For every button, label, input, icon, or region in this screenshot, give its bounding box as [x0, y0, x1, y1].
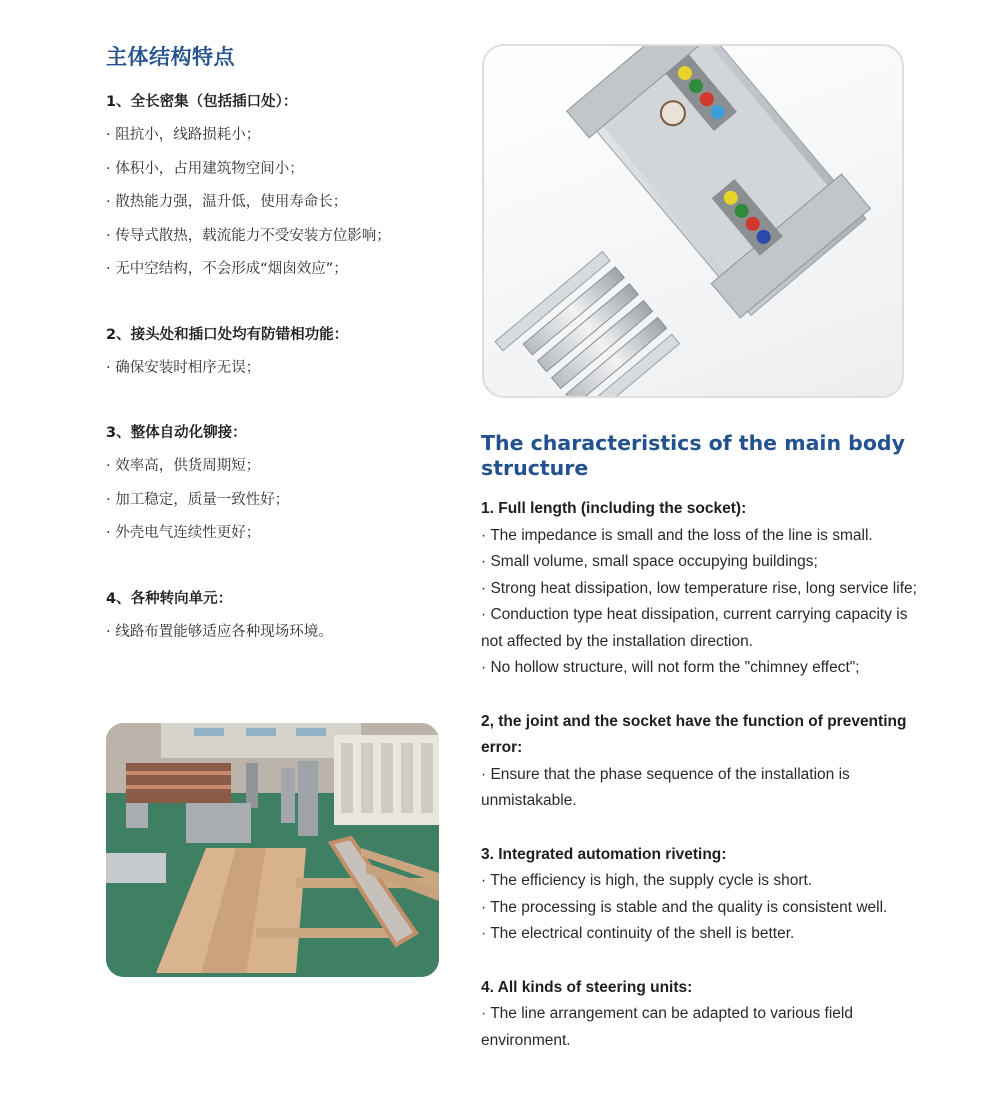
- cn-section-1: [106, 90, 446, 291]
- cn-bullet: · 体积小，占用建筑物空间小；: [106, 160, 304, 177]
- cn-heading: 1、全长密集（包括插口处）：: [106, 94, 298, 110]
- cn-bullet: · 效率高，供货周期短；: [106, 458, 261, 474]
- cn-features: [106, 90, 446, 653]
- cn-section-3: [106, 421, 446, 555]
- en-heading: 4. All kinds of steering units:: [481, 978, 693, 996]
- cn-heading: 4、各种转向单元：: [106, 590, 233, 607]
- busway-illustration: [484, 46, 902, 396]
- en-section-3: [481, 842, 921, 948]
- en-section-2: [481, 709, 921, 815]
- en-heading: 3. Integrated automation riveting:: [481, 845, 727, 863]
- en-bullet: · The impedance is small and the loss of the line is small.: [481, 526, 873, 544]
- cn-bullet: · 散热能力强，温升低，使用寿命长；: [106, 194, 348, 210]
- en-bullet: · Strong heat dissipation, low temperature rise, long service life;: [481, 579, 917, 597]
- cn-bullet: · 加工稳定，质量一致性好；: [106, 491, 290, 508]
- cn-bullet: · 无中空结构，不会形成“烟囱效应”；: [106, 261, 348, 277]
- cn-bullet: · 传导式散热，载流能力不受安装方位影响；: [106, 227, 391, 244]
- cn-heading: 2、接头处和插口处均有防错相功能：: [106, 326, 349, 343]
- cn-heading: 3、整体自动化铆接：: [106, 425, 247, 441]
- en-features: [481, 496, 921, 1054]
- en-section-1: [481, 496, 921, 682]
- cn-bullet: · 确保安装时相序无误；: [106, 359, 261, 376]
- en-bullet: · The efficiency is high, the supply cycle is short.: [481, 872, 813, 889]
- en-bullet: · The line arrangement can be adapted to various field environment.: [481, 1005, 853, 1049]
- en-heading: 2, the joint and the socket have the function of preventing error:: [481, 712, 907, 756]
- cn-bullet: · 外壳电气连续性更好；: [106, 525, 261, 541]
- cn-bullet: · 线路布置能够适应各种现场环境。: [106, 623, 333, 640]
- en-bullet: · Small volume, small space occupying buildings;: [481, 553, 818, 570]
- en-bullet: · Conduction type heat dissipation, current carrying capacity is not affected by the installation direction.: [481, 606, 908, 650]
- cn-title: 主体结构特点: [106, 45, 235, 69]
- busway-product-photo: [482, 44, 904, 398]
- factory-workshop-photo: [106, 723, 439, 977]
- cn-section-4: [106, 587, 446, 654]
- en-bullet: · The electrical continuity of the shell is better.: [481, 925, 795, 942]
- cn-bullet: · 阻抗小，线路损耗小；: [106, 127, 261, 143]
- en-title: The characteristics of the main body structure: [481, 431, 905, 480]
- en-heading: 1. Full length (including the socket):: [481, 500, 747, 517]
- en-bullet: · No hollow structure, will not form the "chimney effect";: [481, 659, 860, 676]
- en-bullet: · The processing is stable and the quality is consistent well.: [481, 898, 888, 916]
- en-bullet: · Ensure that the phase sequence of the installation is unmistakable.: [481, 765, 850, 809]
- cn-section-2: [106, 323, 446, 390]
- en-section-4: [481, 975, 921, 1055]
- workshop-illustration: [106, 723, 439, 977]
